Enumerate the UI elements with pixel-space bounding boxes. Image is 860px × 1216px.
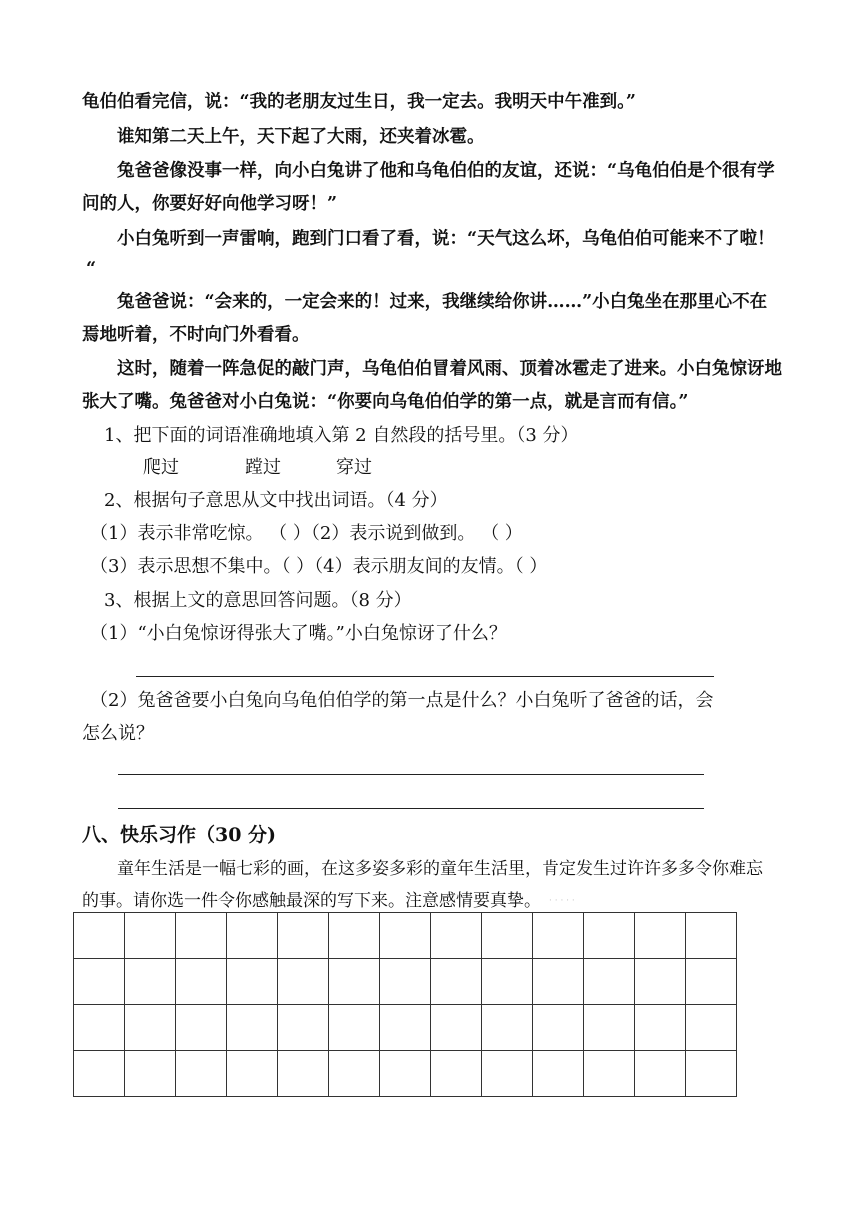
grid-cell[interactable]	[431, 913, 482, 959]
story-paragraph-4-line-1: 小白兔听到一声雷响，跑到门口看了看，说：“天气这么坏，乌龟伯伯可能来不了啦！	[117, 229, 775, 249]
grid-cell[interactable]	[74, 1051, 125, 1097]
grid-cell[interactable]	[686, 959, 737, 1005]
story-paragraph-3-line-2: 问的人，你要好好向他学习呀！”	[82, 194, 338, 214]
grid-cell[interactable]	[74, 913, 125, 959]
story-paragraph-6-line-1: 这时，随着一阵急促的敲门声，乌龟伯伯冒着风雨、顶着冰雹走了进来。小白兔惊讶地	[117, 359, 782, 379]
grid-row	[74, 1051, 737, 1097]
grid-cell[interactable]	[635, 1005, 686, 1051]
question-2-row-1: （1）表示非常吃惊。 （ ）（2）表示说到做到。 （ ）	[90, 523, 523, 544]
story-paragraph-2: 谁知第二天上午，天下起了大雨，还夹着冰雹。	[117, 127, 485, 147]
grid-cell[interactable]	[482, 1005, 533, 1051]
grid-cell[interactable]	[584, 1005, 635, 1051]
story-paragraph-6-line-2: 张大了嘴。兔爸爸对小白兔说：“你要向乌龟伯伯学的第一点，就是言而有信。”	[82, 392, 689, 412]
faint-watermark: · · · · ·	[549, 896, 575, 906]
writing-grid	[73, 912, 737, 1097]
grid-cell[interactable]	[74, 959, 125, 1005]
grid-cell[interactable]	[278, 1005, 329, 1051]
story-paragraph-3-line-1: 兔爸爸像没事一样，向小白兔讲了他和乌龟伯伯的友谊，还说：“乌龟伯伯是个很有学	[117, 161, 775, 181]
story-paragraph-5-line-2: 焉地听着，不时向门外看看。	[82, 325, 310, 345]
grid-cell[interactable]	[329, 1005, 380, 1051]
question-2: 2、根据句子意思从文中找出词语。（4 分）	[104, 490, 448, 511]
answer-line-3[interactable]	[118, 808, 704, 809]
grid-row	[74, 959, 737, 1005]
section-8-title: 八、快乐习作（30 分)	[82, 824, 277, 846]
grid-cell[interactable]	[380, 913, 431, 959]
story-paragraph-4-line-2: “	[86, 259, 97, 279]
grid-cell[interactable]	[125, 913, 176, 959]
grid-cell[interactable]	[380, 1051, 431, 1097]
word-option-2: 蹚过	[245, 457, 281, 478]
grid-cell[interactable]	[227, 913, 278, 959]
grid-cell[interactable]	[227, 959, 278, 1005]
grid-cell[interactable]	[482, 959, 533, 1005]
grid-cell[interactable]	[533, 959, 584, 1005]
story-paragraph-5-line-1: 兔爸爸说：“会来的，一定会来的！过来，我继续给你讲……”小白兔坐在那里心不在	[117, 292, 768, 312]
grid-cell[interactable]	[278, 959, 329, 1005]
answer-line-2[interactable]	[118, 774, 704, 775]
grid-cell[interactable]	[329, 1051, 380, 1097]
question-2-row-2: （3）表示思想不集中。（ ）（4）表示朋友间的友情。（ ）	[90, 556, 548, 577]
grid-cell[interactable]	[278, 913, 329, 959]
answer-line-1[interactable]	[136, 676, 714, 677]
question-1: 1、把下面的词语准确地填入第 2 自然段的括号里。（3 分）	[104, 425, 579, 446]
grid-cell[interactable]	[533, 1005, 584, 1051]
grid-cell[interactable]	[278, 1051, 329, 1097]
grid-cell[interactable]	[176, 1051, 227, 1097]
grid-cell[interactable]	[176, 913, 227, 959]
grid-cell[interactable]	[686, 1005, 737, 1051]
grid-cell[interactable]	[380, 959, 431, 1005]
word-option-3: 穿过	[336, 457, 372, 478]
grid-cell[interactable]	[584, 913, 635, 959]
question-3: 3、根据上文的意思回答问题。（8 分）	[104, 590, 412, 611]
grid-cell[interactable]	[686, 1051, 737, 1097]
grid-cell[interactable]	[584, 1051, 635, 1097]
section-8-prompt-line-1: 童年生活是一幅七彩的画，在这多姿多彩的童年生活里，肯定发生过许许多多令你难忘	[117, 859, 763, 879]
grid-cell[interactable]	[227, 1051, 278, 1097]
grid-cell[interactable]	[431, 1051, 482, 1097]
grid-cell[interactable]	[533, 913, 584, 959]
grid-cell[interactable]	[329, 959, 380, 1005]
question-3-part-2-line-2: 怎么说？	[82, 723, 154, 744]
grid-cell[interactable]	[380, 1005, 431, 1051]
grid-cell[interactable]	[176, 1005, 227, 1051]
grid-cell[interactable]	[329, 913, 380, 959]
grid-cell[interactable]	[482, 913, 533, 959]
grid-cell[interactable]	[74, 1005, 125, 1051]
grid-cell[interactable]	[176, 959, 227, 1005]
grid-cell[interactable]	[125, 1005, 176, 1051]
story-paragraph-1: 龟伯伯看完信，说：“我的老朋友过生日，我一定去。我明天中午准到。”	[82, 92, 636, 112]
grid-cell[interactable]	[431, 959, 482, 1005]
grid-cell[interactable]	[635, 1051, 686, 1097]
grid-cell[interactable]	[482, 1051, 533, 1097]
grid-row	[74, 1005, 737, 1051]
question-3-part-2-line-1: （2）兔爸爸要小白兔向乌龟伯伯学的第一点是什么？小白兔听了爸爸的话，会	[90, 690, 714, 711]
grid-cell[interactable]	[686, 913, 737, 959]
grid-cell[interactable]	[635, 913, 686, 959]
grid-cell[interactable]	[584, 959, 635, 1005]
word-option-1: 爬过	[143, 457, 179, 478]
grid-cell[interactable]	[533, 1051, 584, 1097]
grid-cell[interactable]	[431, 1005, 482, 1051]
grid-cell[interactable]	[125, 959, 176, 1005]
grid-row	[74, 913, 737, 959]
grid-cell[interactable]	[125, 1051, 176, 1097]
grid-cell[interactable]	[635, 959, 686, 1005]
section-8-prompt-line-2: 的事。请你选一件令你感触最深的写下来。注意感情要真挚。	[82, 891, 541, 911]
question-3-part-1: （1）“小白兔惊讶得张大了嘴。”小白兔惊讶了什么？	[90, 623, 507, 644]
grid-cell[interactable]	[227, 1005, 278, 1051]
